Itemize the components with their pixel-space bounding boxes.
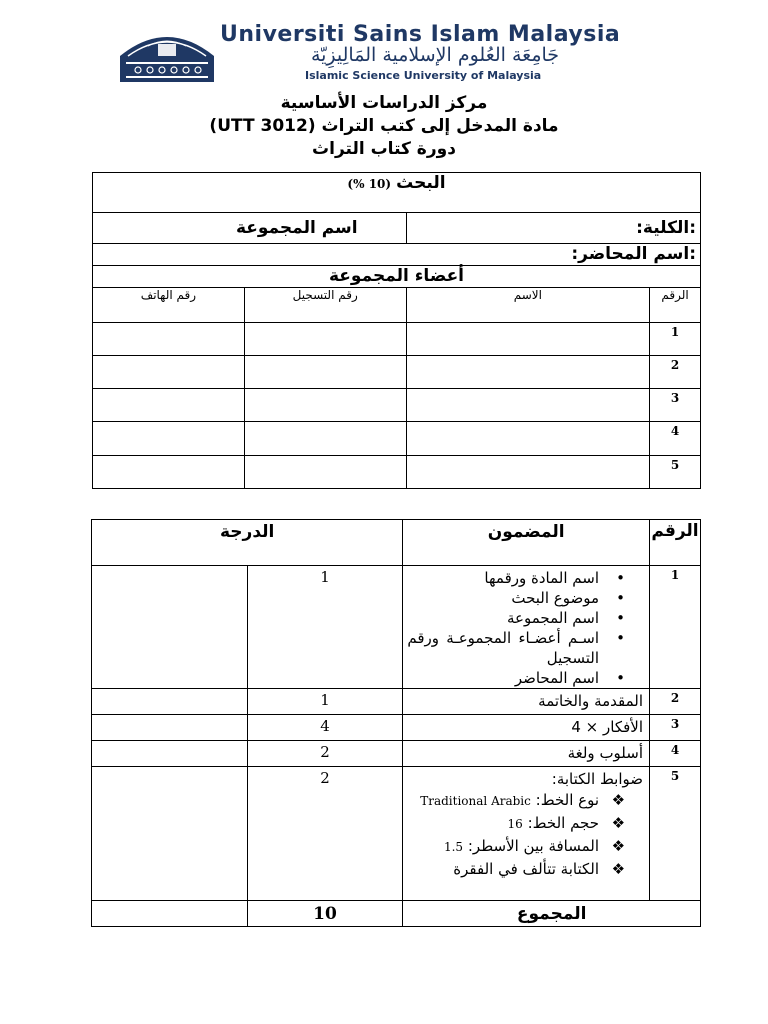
rubric-item-content bbox=[403, 767, 650, 901]
total-value: 10 bbox=[247, 901, 403, 927]
list-item: ❖ حجم الخط: 16 bbox=[507, 814, 626, 832]
list-item: • اسم المحاضر bbox=[514, 669, 626, 687]
member-registration-field[interactable] bbox=[244, 422, 406, 456]
member-registration-field[interactable] bbox=[244, 389, 406, 422]
col-header-phone: رقم الهاتف bbox=[93, 288, 245, 323]
rubric-score-field[interactable] bbox=[92, 767, 248, 901]
lecturer-cell[interactable] bbox=[93, 244, 701, 266]
list-item: • موضوع البحث bbox=[511, 589, 626, 607]
faculty-cell[interactable] bbox=[406, 213, 700, 244]
rubric-item-content: الأفكار × 4 bbox=[403, 715, 650, 741]
members-title: أعضاء المجموعة bbox=[328, 266, 465, 286]
course-title: مادة المدخل إلى كتب التراث (UTT 3012) bbox=[209, 116, 559, 136]
list-item: ❖ المسافة بين الأسطر: 1.5 bbox=[443, 837, 626, 855]
member-name-field[interactable] bbox=[406, 356, 649, 389]
member-name-field[interactable] bbox=[406, 389, 649, 422]
member-row-number: 2 bbox=[650, 356, 701, 389]
member-row-number: 4 bbox=[650, 422, 701, 456]
faculty-label: :الكلية: bbox=[636, 218, 696, 238]
university-logo bbox=[118, 26, 216, 84]
col-header-name: الاسم bbox=[406, 288, 649, 323]
member-phone-field[interactable] bbox=[93, 456, 245, 489]
rubric-item-grade: 2 bbox=[247, 741, 403, 767]
bullet-icon: • bbox=[616, 569, 626, 587]
list-item: • اسم المادة ورقمها bbox=[484, 569, 626, 587]
rubric-score-field[interactable] bbox=[92, 689, 248, 715]
rubric-item-number: 5 bbox=[650, 767, 701, 901]
diamond-bullet-icon: ❖ bbox=[611, 837, 626, 855]
group-name-label: اسم المجموعة bbox=[235, 218, 358, 238]
total-score-field[interactable] bbox=[92, 901, 248, 927]
list-item: • اسـم أعضـاء المجموعـة ورقم التسجيل bbox=[407, 629, 626, 667]
member-name-field[interactable] bbox=[406, 323, 649, 356]
rubric-header-content: المضمون bbox=[403, 520, 650, 566]
research-weight: (10 %) bbox=[347, 177, 392, 191]
total-label: المجموع bbox=[403, 901, 701, 927]
university-name-en-sub: Islamic Science University of Malaysia bbox=[305, 69, 542, 82]
list-item: • اسم المجموعة bbox=[507, 609, 626, 627]
research-title: البحث bbox=[396, 173, 446, 193]
diamond-bullet-icon: ❖ bbox=[611, 814, 626, 832]
col-header-registration: رقم التسجيل bbox=[244, 288, 406, 323]
rubric-item-number: 3 bbox=[650, 715, 701, 741]
member-phone-field[interactable] bbox=[93, 389, 245, 422]
rubric-item-bullets bbox=[403, 568, 649, 688]
member-row-number: 3 bbox=[650, 389, 701, 422]
rubric-header-grade: الدرجة bbox=[92, 520, 403, 566]
rubric-item-grade: 4 bbox=[247, 715, 403, 741]
writing-rules-title: ضوابط الكتابة: bbox=[551, 770, 644, 788]
research-title-cell bbox=[93, 173, 701, 213]
member-name-field[interactable] bbox=[406, 422, 649, 456]
rubric-item-number: 1 bbox=[650, 566, 701, 689]
rubric-item-content bbox=[403, 566, 650, 689]
list-item: ❖ الكتابة تتألف في الفقرة bbox=[453, 860, 626, 878]
rubric-item-content: المقدمة والخاتمة bbox=[403, 689, 650, 715]
group-info-table bbox=[92, 172, 701, 489]
bullet-icon: • bbox=[616, 629, 626, 647]
grading-rubric-table bbox=[91, 519, 701, 927]
centre-title: مركز الدراسات الأساسية bbox=[280, 93, 488, 113]
diamond-bullet-icon: ❖ bbox=[611, 791, 626, 809]
member-phone-field[interactable] bbox=[93, 323, 245, 356]
member-registration-field[interactable] bbox=[244, 323, 406, 356]
bullet-icon: • bbox=[616, 589, 626, 607]
member-phone-field[interactable] bbox=[93, 422, 245, 456]
rubric-item-content: أسلوب ولغة bbox=[403, 741, 650, 767]
rubric-item-number: 2 bbox=[650, 689, 701, 715]
rubric-score-field[interactable] bbox=[92, 715, 248, 741]
rubric-item-grade: 1 bbox=[247, 689, 403, 715]
bullet-icon: • bbox=[616, 609, 626, 627]
lecturer-label: :اسم المحاضر: bbox=[571, 244, 696, 264]
member-registration-field[interactable] bbox=[244, 356, 406, 389]
rubric-header-number: الرقم bbox=[650, 520, 701, 566]
member-name-field[interactable] bbox=[406, 456, 649, 489]
diamond-bullet-icon: ❖ bbox=[611, 860, 626, 878]
writing-rules-list bbox=[407, 789, 643, 880]
university-name-ar: جَامِعَة العُلوم الإسلامية المَالِيزِيّة bbox=[310, 44, 560, 66]
member-registration-field[interactable] bbox=[244, 456, 406, 489]
rubric-item-number: 4 bbox=[650, 741, 701, 767]
member-phone-field[interactable] bbox=[93, 356, 245, 389]
members-title-cell bbox=[93, 266, 701, 288]
course-session: دورة كتاب التراث bbox=[312, 139, 456, 159]
list-item: ❖ نوع الخط: Traditional Arabic bbox=[420, 791, 626, 809]
group-name-cell[interactable] bbox=[93, 213, 407, 244]
rubric-score-field[interactable] bbox=[92, 566, 248, 689]
university-name-en: Universiti Sains Islam Malaysia bbox=[220, 22, 621, 47]
bullet-icon: • bbox=[616, 669, 626, 687]
rubric-item-grade: 1 bbox=[247, 566, 403, 689]
col-header-number: الرقم bbox=[650, 288, 701, 323]
rubric-score-field[interactable] bbox=[92, 741, 248, 767]
member-row-number: 1 bbox=[650, 323, 701, 356]
member-row-number: 5 bbox=[650, 456, 701, 489]
rubric-item-grade: 2 bbox=[247, 767, 403, 901]
